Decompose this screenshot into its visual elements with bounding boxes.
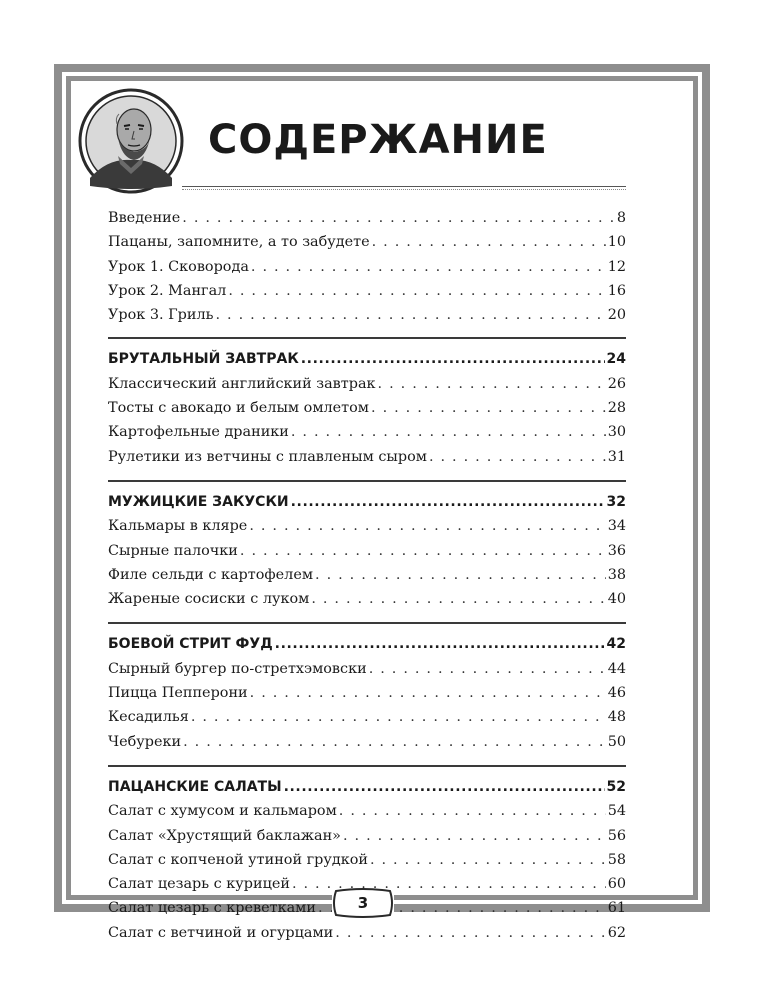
section-divider [108, 765, 626, 767]
toc-entry[interactable]: Салат с хумусом и кальмаром . . . 54 [108, 799, 626, 823]
toc-entry[interactable]: Салат с ветчиной и огурцами . . . 62 [108, 921, 626, 945]
leader-dots [228, 279, 605, 303]
section-divider [108, 337, 626, 339]
leader-dots [251, 255, 606, 279]
leader-dots [191, 705, 606, 729]
leader-dots [183, 730, 606, 754]
page-title: СОДЕРЖАНИЕ [208, 117, 548, 163]
leader-dots [335, 921, 605, 945]
leader-dots [370, 848, 606, 872]
leader-dots [429, 445, 606, 469]
leader-dots [372, 230, 606, 254]
toc-entry[interactable]: Рулетики из ветчины с плавленым сыром . . . 31 [108, 445, 626, 469]
section-heading[interactable]: ПАЦАНСКИЕ САЛАТЫ ..... 52 [108, 775, 626, 799]
toc-entry[interactable]: Кальмары в кляре . . . 34 [108, 514, 626, 538]
section-snacks [108, 490, 626, 611]
leader-dots [291, 490, 605, 514]
toc-entry[interactable]: Классический английский завтрак . . . 26 [108, 372, 626, 396]
toc-entry[interactable]: Кесадилья . . . 48 [108, 705, 626, 729]
section-salads [108, 775, 626, 945]
toc-entry[interactable]: Салат цезарь с креветками . . . 61 [108, 896, 626, 920]
chef-portrait-medallion [78, 88, 184, 194]
section-divider [108, 622, 626, 624]
section-heading[interactable]: МУЖИЦКИЕ ЗАКУСКИ ..... 32 [108, 490, 626, 514]
leader-dots [311, 587, 605, 611]
leader-dots [301, 347, 605, 371]
toc-entry[interactable]: Тосты с авокадо и белым омлетом . . . 28 [108, 396, 626, 420]
leader-dots [284, 775, 605, 799]
page-number: 3 [357, 894, 369, 912]
toc-entry[interactable]: Пицца Пепперони . . . 46 [108, 681, 626, 705]
toc-entry[interactable]: Филе сельди с картофелем . . . 38 [108, 563, 626, 587]
toc-entry[interactable]: Салат цезарь с курицей . . . 60 [108, 872, 626, 896]
toc-entry[interactable]: Урок 3. Гриль . . . 20 [108, 303, 626, 327]
title-underline-dotted [182, 189, 626, 190]
leader-dots [249, 514, 605, 538]
section-breakfast [108, 347, 626, 468]
toc-entry[interactable]: Сырные палочки . . . 36 [108, 539, 626, 563]
leader-dots [343, 824, 606, 848]
leader-dots [182, 206, 615, 230]
intro-group [108, 206, 626, 327]
toc-entry[interactable]: Урок 2. Мангал . . . 16 [108, 279, 626, 303]
section-heading[interactable]: БРУТАЛЬНЫЙ ЗАВТРАК ..... 24 [108, 347, 626, 371]
table-of-contents [108, 206, 626, 945]
leader-dots [240, 539, 606, 563]
toc-entry[interactable]: Картофельные драники . . . 30 [108, 420, 626, 444]
leader-dots [215, 303, 605, 327]
leader-dots [371, 396, 606, 420]
toc-entry[interactable]: Введение . . . 8 [108, 206, 626, 230]
toc-entry[interactable]: Сырный бургер по-стретхэмовски . . . 44 [108, 657, 626, 681]
leader-dots [250, 681, 606, 705]
section-street-food [108, 632, 626, 753]
toc-entry[interactable]: Салат с копченой утиной грудкой . . . 58 [108, 848, 626, 872]
leader-dots [369, 657, 606, 681]
title-underline [182, 186, 626, 187]
toc-entry[interactable]: Урок 1. Сковорода . . . 12 [108, 255, 626, 279]
section-divider [108, 480, 626, 482]
leader-dots [315, 563, 606, 587]
leader-dots [378, 372, 606, 396]
toc-entry[interactable]: Пацаны, запомните, а то забудете . . . 10 [108, 230, 626, 254]
section-heading[interactable]: БОЕВОЙ СТРИТ ФУД ..... 42 [108, 632, 626, 656]
leader-dots [339, 799, 606, 823]
leader-dots [291, 420, 606, 444]
toc-entry[interactable]: Чебуреки . . . 50 [108, 730, 626, 754]
toc-entry[interactable]: Жареные сосиски с луком . . . 40 [108, 587, 626, 611]
leader-dots [275, 632, 605, 656]
toc-entry[interactable]: Салат «Хрустящий баклажан» . . . 56 [108, 824, 626, 848]
